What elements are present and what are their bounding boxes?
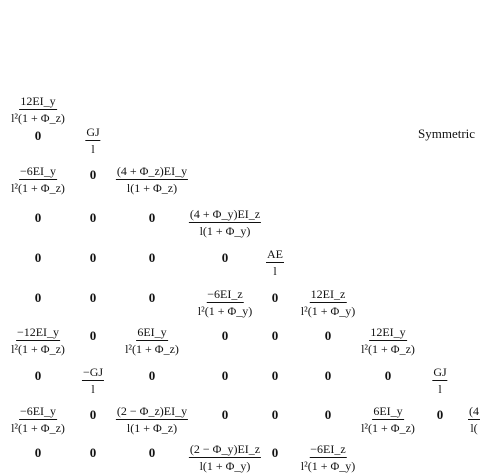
matrix-fraction: [432, 363, 447, 396]
numerator: (4 + Φ_z)EI_y: [116, 164, 188, 178]
fraction: [85, 125, 100, 156]
fraction: [301, 442, 355, 473]
fraction: [11, 94, 65, 125]
denominator: l: [438, 382, 442, 396]
matrix-fraction: [82, 363, 104, 396]
matrix-fraction: [125, 323, 179, 356]
matrix-zero: 0: [148, 250, 156, 265]
matrix-fraction: [301, 285, 355, 318]
denominator: l: [91, 382, 95, 396]
matrix-zero: 0: [89, 445, 97, 460]
numerator: AE: [267, 247, 283, 261]
matrix-zero: 0: [436, 407, 444, 422]
fraction: [198, 287, 252, 318]
denominator: l(1 + Φ_y): [199, 224, 251, 238]
matrix-zero: 0: [34, 210, 42, 225]
fraction: [189, 442, 261, 473]
fraction: [116, 164, 188, 195]
matrix-zero: 0: [271, 328, 279, 343]
numerator: (4: [469, 404, 479, 418]
fraction: [11, 164, 65, 195]
denominator: l(1 + Φ_z): [126, 181, 178, 195]
matrix-fraction: [189, 205, 261, 238]
fraction: [11, 325, 65, 356]
matrix-zero: 0: [34, 368, 42, 383]
numerator: −12EI_y: [16, 325, 60, 339]
denominator: l²(1 + Φ_z): [125, 342, 179, 356]
numerator: −GJ: [82, 365, 104, 379]
denominator: l²(1 + Φ_z): [11, 111, 65, 125]
matrix-zero: 0: [89, 328, 97, 343]
numerator: −6EI_y: [19, 404, 57, 418]
fraction: [468, 404, 480, 435]
matrix-fraction: [198, 285, 252, 318]
fraction: [432, 365, 447, 396]
denominator: l: [273, 264, 277, 278]
numerator: 6EI_y: [373, 404, 403, 418]
fraction: [301, 287, 355, 318]
fraction: [116, 404, 188, 435]
numerator: −6EI_z: [207, 287, 243, 301]
numerator: (4 + Φ_y)EI_z: [189, 207, 261, 221]
matrix-zero: 0: [324, 328, 332, 343]
numerator: GJ: [433, 365, 447, 379]
matrix-zero: 0: [148, 445, 156, 460]
matrix-zero: 0: [324, 407, 332, 422]
fraction: [11, 404, 65, 435]
fraction: [361, 404, 415, 435]
denominator: l²(1 + Φ_z): [11, 181, 65, 195]
symmetric-label: Symmetric: [418, 126, 476, 141]
fraction: [189, 207, 261, 238]
matrix-fraction: [189, 440, 261, 473]
matrix-fraction: [116, 162, 188, 195]
fraction: [361, 325, 415, 356]
numerator: −6EI_z: [310, 442, 346, 456]
matrix-zero: 0: [89, 210, 97, 225]
numerator: 12EI_y: [20, 94, 56, 108]
matrix-fraction: [468, 402, 480, 435]
numerator: −6EI_y: [19, 164, 57, 178]
matrix-zero: 0: [148, 290, 156, 305]
matrix-zero: 0: [221, 328, 229, 343]
denominator: l(1 + Φ_z): [126, 421, 178, 435]
matrix-zero: 0: [271, 290, 279, 305]
matrix-zero: 0: [148, 368, 156, 383]
matrix-fraction: [361, 323, 415, 356]
denominator: l²(1 + Φ_z): [11, 342, 65, 356]
matrix-zero: 0: [34, 250, 42, 265]
denominator: l(1 + Φ_y): [199, 459, 251, 473]
denominator: l²(1 + Φ_z): [361, 421, 415, 435]
matrix-zero: 0: [324, 368, 332, 383]
matrix-zero: 0: [89, 290, 97, 305]
fraction: [266, 247, 284, 278]
matrix-zero: 0: [221, 368, 229, 383]
matrix-zero: 0: [384, 368, 392, 383]
matrix-zero: 0: [89, 407, 97, 422]
matrix-fraction: [361, 402, 415, 435]
numerator: 12EI_y: [370, 325, 406, 339]
numerator: 12EI_z: [310, 287, 346, 301]
matrix-fraction: [301, 440, 355, 473]
denominator: l²(1 + Φ_z): [11, 421, 65, 435]
matrix-zero: 0: [148, 210, 156, 225]
denominator: l: [91, 142, 95, 156]
denominator: l²(1 + Φ_z): [361, 342, 415, 356]
matrix-zero: 0: [221, 250, 229, 265]
matrix-zero: 0: [89, 250, 97, 265]
matrix-fraction: [116, 402, 188, 435]
matrix-fraction: [266, 245, 284, 278]
denominator: l²(1 + Φ_y): [300, 459, 356, 473]
matrix-zero: 0: [271, 445, 279, 460]
numerator: (2 − Φ_y)EI_z: [189, 442, 261, 456]
matrix-zero: 0: [34, 290, 42, 305]
numerator: GJ: [86, 125, 100, 139]
numerator: (2 − Φ_z)EI_y: [116, 404, 188, 418]
matrix-fraction: [11, 92, 65, 125]
matrix-fraction: [11, 402, 65, 435]
matrix-zero: 0: [271, 407, 279, 422]
matrix-zero: 0: [34, 445, 42, 460]
denominator: l²(1 + Φ_y): [197, 304, 253, 318]
matrix-zero: 0: [34, 128, 42, 143]
matrix-zero: 0: [271, 368, 279, 383]
fraction: [125, 325, 179, 356]
matrix-fraction: [85, 123, 100, 156]
matrix-fraction: [11, 323, 65, 356]
fraction: [82, 365, 104, 396]
matrix-fraction: [11, 162, 65, 195]
denominator: l²(1 + Φ_y): [300, 304, 356, 318]
denominator: l(: [470, 421, 478, 435]
matrix-zero: 0: [89, 167, 97, 182]
numerator: 6EI_y: [137, 325, 167, 339]
matrix-zero: 0: [221, 407, 229, 422]
